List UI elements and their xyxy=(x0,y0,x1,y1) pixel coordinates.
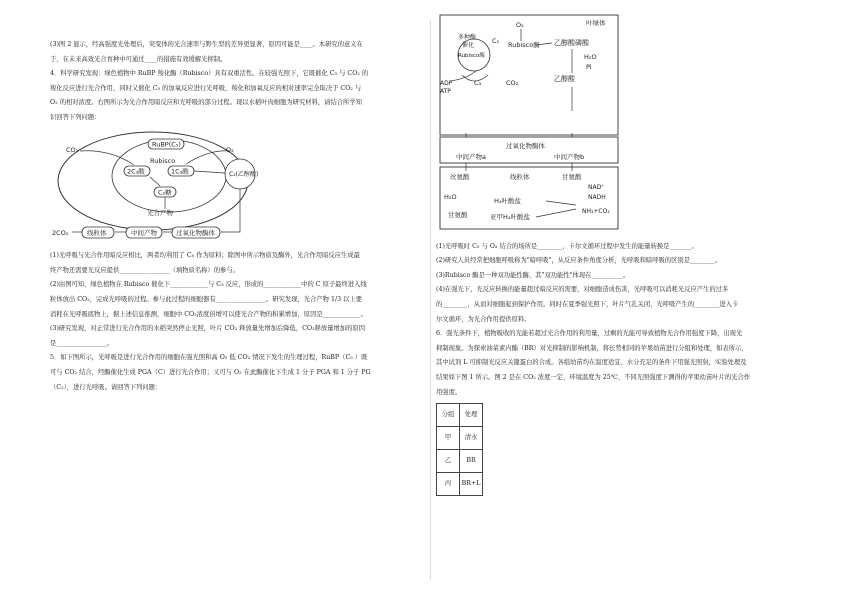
table-cell: 乙 xyxy=(437,450,460,473)
co2-input-label: CO₂ xyxy=(66,145,79,154)
q4-3-line-1: (3)研究发现，对正常进行光合作用的水稻突然停止光照，叶片 CO₂ 释放量先增加后降低，CO₂释放量增加的原因 xyxy=(50,325,365,333)
c3-label: C₃ xyxy=(474,79,482,87)
peroxisome-label: 过氧化物酶体 xyxy=(506,142,545,150)
q5-line-1: 5．如下图所示，光呼吸是进行光合作用的细胞在强光照和高 O₂ 低 CO₂ 情况下发生的生理过程，RuBP（C₅ ）既 xyxy=(50,354,368,362)
chloroplast-label: 叶绿体 xyxy=(586,19,606,27)
nad-label: NAD⁺ xyxy=(588,184,605,191)
glycine-bottom-label: 甘氨酸 xyxy=(448,211,468,219)
table-row xyxy=(437,473,483,496)
glycolate-p-label: 乙醇酸磷酸 xyxy=(554,39,589,47)
glycine-top-label: 甘氨酸 xyxy=(562,173,582,181)
nh3-label: NH₃+CO₂ xyxy=(582,208,610,215)
table-header-cell: 处理 xyxy=(460,404,483,427)
column-divider xyxy=(430,20,431,580)
nadh-label: NADH xyxy=(588,194,606,201)
q4-3-line-2: 是________________。 xyxy=(50,339,113,347)
c3-sugar-label: C₃糖 xyxy=(158,188,172,197)
c3x2-label: 2C₃酸 xyxy=(127,167,145,176)
table-cell: 清水 xyxy=(460,427,483,450)
q4-line-2: 羧化反应进行光合作用，同时又催化 C₅ 的加氧反应进行光呼吸，羧化和加氧反应的相对速率完全取决于 CO₂ 与 xyxy=(50,84,362,92)
q4-line-1: 4．科学研究发现：绿色植物中 RuBP 羧化酶（Rubisco）具有双重活性。在较强光照下，它既催化 C₅ 与 CO₂ 的 xyxy=(50,70,369,78)
q5-2: (2)研究人员经常把细胞呼吸称为"暗呼吸"，从反应条件角度分析，光呼吸和暗呼吸的区别是________。 xyxy=(436,257,722,265)
table-row xyxy=(437,450,483,473)
table-cell: BR+L xyxy=(460,473,483,496)
catalysis-label: 催化 xyxy=(462,42,475,49)
adp-label: ADP xyxy=(440,80,453,87)
q5-line-2: 可与 CO₂ 结合，经酶催化生成 PGA（C）进行光合作用；又可与 O₂ 在此酶催化下生成 1 分子 PGA 和 1 分子 PG xyxy=(50,368,371,376)
q6-line-4: 结果如下图 1 所示。图 2 是在 CO₂ 浓度一定、环境温度为 25℃、不同光照强度下测得的苹果幼苗叶片的光合作 xyxy=(436,373,751,381)
q3-line-2: 于，在未来高效光合育种中可通过____的措施有效缓解光抑制。 xyxy=(50,55,227,63)
table-cell: 甲 xyxy=(437,427,460,450)
co2-out-label: 2CO₂ xyxy=(52,228,69,237)
q4-1-line-2: 终产物还需要光反应提供________________（填物质名称）的参与。 xyxy=(50,266,239,274)
q3-line-1: (3)图 2 显示，经高强度光处理后，突变体的光合速率与野生型的差异更显著，原因可能是____。本研究的意义在 xyxy=(50,41,363,48)
mito-label: 线粒体 xyxy=(87,228,107,237)
rubisco-label: Rubisco xyxy=(150,156,176,165)
q4-2-line-2: 粒体放出 CO₂，完成光呼吸的过程。参与此过程的细胞器有________________。研究发现，光合产物 1/3 以上要 xyxy=(50,295,363,303)
h2o-mito-label: H₂O xyxy=(444,193,457,201)
table-header-cell: 分组 xyxy=(437,404,460,427)
rubisco-label-2: Rubisco酶 xyxy=(508,41,540,49)
serine-label: 丝氨酸 xyxy=(450,173,470,181)
table-row xyxy=(437,427,483,450)
o2-label: O₂ xyxy=(516,21,524,29)
q5-4-line-1: (4)在强光下，光反应转换的能量超过暗反应的需要，对细胞造成伤害，光呼吸可以消耗光反应产生的过多 xyxy=(436,286,729,294)
q5-line-3: （C₂），进行光呼吸。请回答下列问题： xyxy=(50,383,162,391)
methylene-label: 亚甲H₄叶酸盐 xyxy=(490,213,530,221)
c3x1-label: 1C₃酸 xyxy=(171,167,189,176)
multi-enzyme-label: 多种酶 xyxy=(458,34,477,41)
figure-photorespiration-diagram xyxy=(50,129,425,248)
q5-4-line-2: 的________，从而对细胞起到保护作用。同时在夏季强光照下，叶片气孔关闭，光呼吸产生的________进入卡 xyxy=(436,300,739,308)
inter-label: 中间产物 xyxy=(131,228,157,237)
c5-label: C₅ xyxy=(492,37,500,45)
pathway-svg xyxy=(436,13,636,231)
h2o-label: H₂O xyxy=(584,53,597,61)
figure-photorespiration-pathway xyxy=(436,13,810,238)
table-header-row xyxy=(437,404,483,427)
chloroplast-box xyxy=(440,15,618,135)
right-column xyxy=(436,10,810,496)
arrow-o2 xyxy=(186,150,230,163)
q4-2-line-1: (2)由图可知，绿色植物在 Rubisco 催化下____________与 C₅ 反应，形成的____________中的 C 原子最终进入线 xyxy=(50,281,367,289)
q6-line-3: 其中试剂 L 可抑制光反应关键蛋白的合成。各组幼苗均在温度适宜、水分充足的条件下用强光照射，实验处理及 xyxy=(436,359,747,367)
q6-line-1: 6．强光条件下，植物吸收的光能若超过光合作用的利用量，过剩的光能可导致植物光合作用强度下降，出现光 xyxy=(436,330,743,338)
inter-b-label: 中间产物b xyxy=(554,153,585,161)
arrow-to-perox xyxy=(221,189,240,232)
glycolate-label: 乙醇酸 xyxy=(554,75,575,83)
q4-1-line-1: (1)光呼吸与光合作用暗反应相比，两者均利用了 C₅ 作为原料；除图中所示物质及酶外，光合作用暗反应生成最 xyxy=(50,252,360,260)
pi-label: Pi xyxy=(586,63,592,71)
q6-line-5: 用强度。 xyxy=(436,388,462,396)
table-cell: 丙 xyxy=(437,473,460,496)
q5-4-line-3: 尔文循环，为光合作用提供原料。 xyxy=(436,315,531,323)
co2-label: CO₂ xyxy=(506,79,519,87)
product-label: 光合产物 xyxy=(147,208,173,217)
q5-3: (3)Rubisco 酶是一种双功能性酶，其"双功能性"体现在__________。 xyxy=(436,271,630,279)
q5-1: (1)光呼吸时 C₅ 与 O₂ 结合的场所是________，卡尔文循环过程中发生的能量转换是_______。 xyxy=(436,242,698,250)
arrow-c2 xyxy=(194,171,225,173)
mito-label: 线粒体 xyxy=(510,173,530,181)
table-cell: BR xyxy=(460,450,483,473)
atp-label: ATP xyxy=(440,88,451,95)
o2-input-label: O₂ xyxy=(226,145,234,154)
inter-a-label: 中间产物a xyxy=(456,153,486,161)
q6-line-2: 抑制现象。为探索油菜素内酯（BR）对光抑制的影响机制，将长势相同的苹果幼苗进行分组和处理，如表所示， xyxy=(436,344,748,352)
q4-line-3: O₂ 的相对浓度。右图所示为光合作用暗反应和光呼吸的部分过程。现以水稻叶肉细胞为研究材料，请结合所学知 xyxy=(50,99,362,107)
thf-label: H₄叶酸盐 xyxy=(494,197,521,205)
diagram-svg xyxy=(50,129,310,241)
q4-2-line-3: 消耗在光呼吸底物上，据上述信息推测，细胞中 CO₂浓度倍增可以使光合产物的积累增加，原因是____________。 xyxy=(50,310,367,318)
left-column xyxy=(50,38,425,395)
perox-label: 过氧化物酶体 xyxy=(176,228,215,237)
rubisco-label-1: Rubisco酶 xyxy=(458,53,485,59)
arrow-sugar xyxy=(150,177,160,186)
treatment-table xyxy=(436,403,483,496)
c2-label: C₂(乙醇酸) xyxy=(229,170,259,178)
q4-line-4: 识回答下列问题： xyxy=(50,113,101,121)
rubp-label: RuBP(C₅) xyxy=(152,140,181,149)
